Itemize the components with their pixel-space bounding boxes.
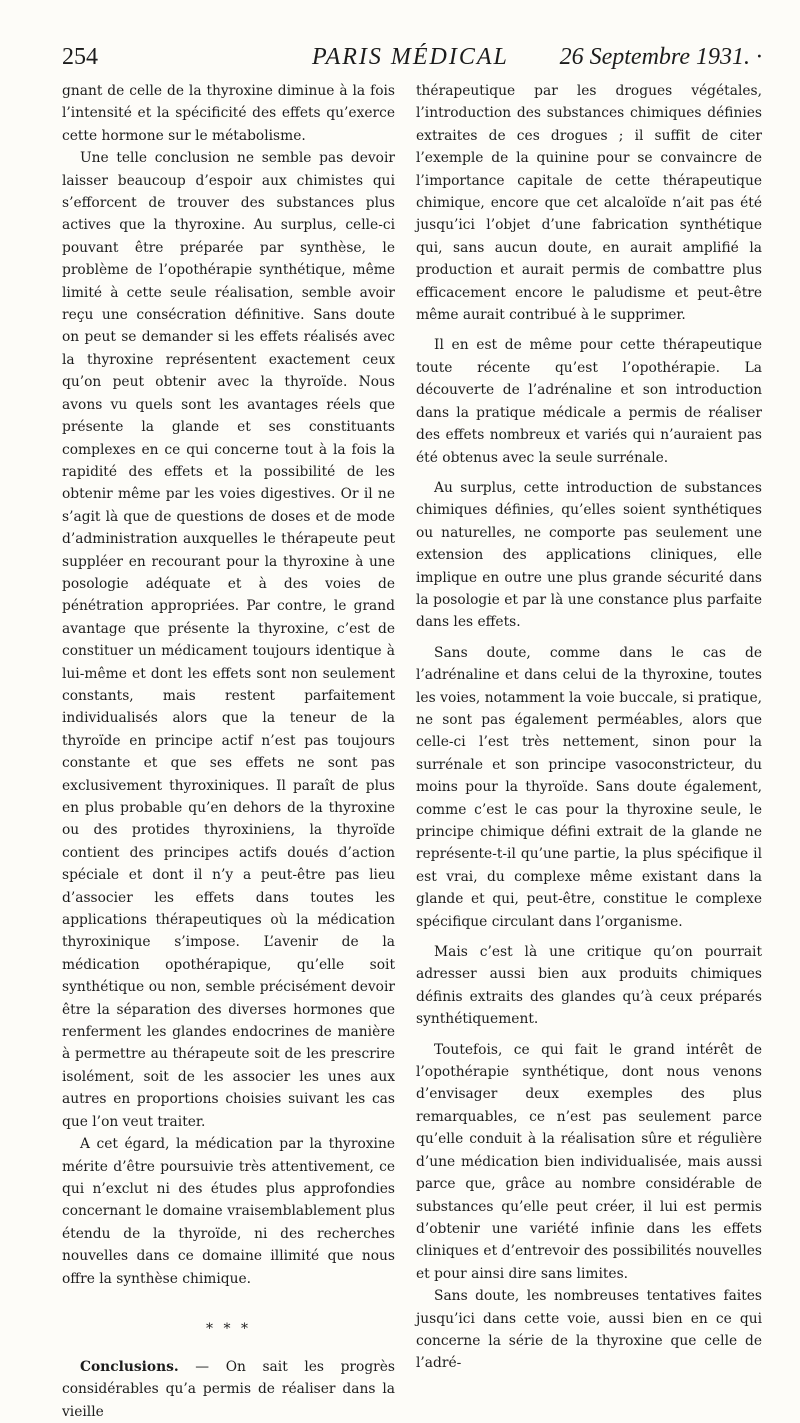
right-paragraph-7: Sans doute, les nombreuses tentatives faites jusqu’ici dans cette voie, aussi bien en ce qui concerne la série de la thyroxine que celle de l’adré- [416, 1288, 762, 1372]
right-paragraph-5: Mais c’est là une critique qu’on pourrait adresser aussi bien aux produits chimiques définis extraits des glandes qu’à ceux préparés synthétiquement. [416, 944, 762, 1028]
left-column [62, 80, 395, 1420]
conclusions-text: — On sait les progrès considérables qu’a permis de réaliser dans la vieille [62, 1358, 395, 1420]
right-paragraph-2: Il en est de même pour cette thérapeutique toute récente qu’est l’opothérapie. La découverte de l’adrénaline et son introduction dans la pratique médicale a permis de réaliser des effets nombreux et variés qui n’auraient pas été obtenus avec la seule surrénale. [416, 337, 762, 466]
conclusions-paragraph [62, 1356, 395, 1423]
conclusions-title: Conclusions. [80, 1358, 179, 1375]
section-separator: * * * [206, 1320, 251, 1337]
right-column [416, 80, 762, 1372]
left-paragraph-1: gnant de celle de la thyroxine diminue à la fois l’intensité et la spécificité des effets qu’exerce cette hormone sur le métabolisme. [62, 83, 395, 144]
right-paragraph-4: Sans doute, comme dans le cas de l’adrénaline et dans celui de la thyroxine, toutes les voies, notamment la voie buccale, si pratique, ne sont pas également perméables, alors que celle-ci l’est très nettement, sinon pour la surrénale et son principe vasoconstricteur, du moins pour la thyroïde. Sans doute également, comme c’est le cas pour la thyroxine seule, le principe chimique défini extrait de la glande ne représente-t-il qu’une partie, la plus spécifique il est vrai, du complexe même existant dans la glande et qui, peut-être, constitue le complexe spécifique circulant dans l’organisme. [416, 644, 762, 930]
journal-title: PARIS MÉDICAL [312, 44, 509, 70]
left-paragraph-2: Une telle conclusion ne semble pas devoir laisser beaucoup d’espoir aux chimistes qui s’efforcent de trouver des substances plus actives que la thyroxine. Au surplus, celle-ci pouvant être préparée par synthèse, le problème de l’opothérapie synthétique, même limité à cette seule réalisation, semble avoir reçu une consécration définitive. Sans doute on peut se demander si les effets réalisés avec la thyroxine représentent exactement ceux qu’on peut obtenir avec la thyroïde. Nous avons vu quels sont les avantages réels que présente la glande et ses constituants complexes en ce qui concerne tout à la fois la rapidité des effets et la possibilité de les obtenir même par les voies digestives. Or il ne s’agit là que de questions de doses et de mode d’administration auxquelles le thérapeute peut suppléer en recourant pour la thyroxine à une posologie adéquate et à des voies de pénétration appropriées. Par contre, le grand avantage que présente la thyroxine, c’est de constituer un médicament toujours identique à lui-même et dont les effets sont non seulement constants, mais restent parfaitement individualisés alors que la teneur de la thyroïde en principe actif n’est pas toujours constante et que ses effets ne sont pas exclusivement thyroxiniques. Il paraît de plus en plus probable qu’en dehors de la thyroxine ou des protides thyroxiniens, la thyroïde contient des principes actifs doués d’action spéciale et dont il n’y a peut-être pas lieu d’associer les effets dans toutes les applications thérapeutiques où la médication thyroxinique s’impose. L’avenir de la médication opothérapique, qu’elle soit synthétique ou non, semble précisément devoir être la séparation des diverses hormones que renferment les glandes endocrines de manière à permettre au thérapeute soit de les prescrire isolément, soit de les associer les unes aux autres en proportions choisies suivant les cas que l’on veut traiter. [62, 150, 395, 1130]
issue-date: 26 Septembre 1931. · [559, 44, 762, 70]
page-number: 254 [62, 44, 98, 70]
left-paragraph-3: A cet égard, la médication par la thyroxine mérite d’être poursuivie très attentivement, ce qui n’exclut ni des études plus approfondies concernant le domaine vraisemblablement plus étendu de la thyroïde, ni des recherches nouvelles dans ce domaine illimité que nous offre la synthèse chimique. [62, 1136, 395, 1287]
right-paragraph-1: thérapeutique par les drogues végétales, l’introduction des substances chimiques définies extraites de ces drogues ; il suffit de citer l’exemple de la quinine pour se convaincre de l’importance capitale de cette thérapeutique chimique, encore que cet alcaloïde n’ait pas été jusqu’ici l’objet d’une fabrication synthétique qui, sans aucun doute, en aurait amplifié la production et aurait permis de combattre plus efficacement encore le paludisme et peut-être même aurait contribué à le supprimer. [416, 83, 762, 324]
right-paragraph-3: Au surplus, cette introduction de substances chimiques définies, qu’elles soient synthétiques ou naturelles, ne comporte pas seulement une extension des applications cliniques, elle implique en outre une plus grande sécurité dans la posologie et par là une constance plus parfaite dans les effets. [416, 479, 762, 631]
page-header [62, 42, 762, 78]
right-paragraph-6: Toutefois, ce qui fait le grand intérêt de l’opothérapie synthétique, dont nous venons d’envisager deux exemples des plus remarquables, ce n’est pas seulement parce qu’elle conduit à la réalisation sûre et régulière d’une médication bien individualisée, mais aussi parce que, grâce au nombre considérable de substances qu’elle peut créer, il lui est permis d’obtenir une variété infinie dans les effets cliniques et d’entrevoir des possibilités nouvelles et pour ainsi dire sans limites. [416, 1041, 762, 1282]
